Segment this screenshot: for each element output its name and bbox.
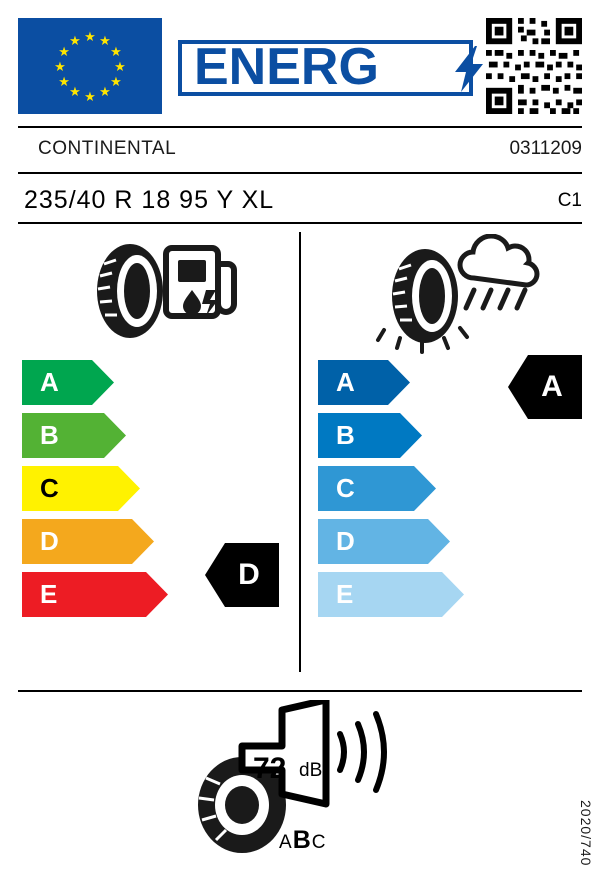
eu-star-icon: ★ [58, 73, 70, 89]
divider-brand [18, 172, 582, 174]
divider-noise [18, 690, 582, 692]
grade-label: E [336, 579, 354, 609]
eu-star-icon: ★ [84, 28, 96, 44]
fuel-selected-grade: D [238, 558, 260, 591]
grade-label: D [336, 526, 355, 556]
eu-star-icon: ★ [114, 58, 126, 74]
noise-class-selected: B [292, 826, 312, 854]
grade-bar [22, 572, 59, 617]
eu-star-icon: ★ [84, 88, 96, 104]
regulation-code: 2020/740 [578, 799, 594, 866]
grade-bar [22, 466, 59, 511]
tyre-fuel-pump-icon [80, 234, 250, 344]
eu-star-icon: ★ [99, 32, 111, 48]
lightning-bolt-icon [455, 46, 483, 92]
fuel-grade-scale [22, 360, 59, 625]
eu-star-icon: ★ [69, 84, 81, 100]
eu-star-icon: ★ [110, 73, 122, 89]
grade-bar [318, 413, 355, 458]
eu-star-icon: ★ [69, 32, 81, 48]
eu-star-icon: ★ [110, 43, 122, 59]
label-header [18, 18, 582, 118]
product-code: 0311209 [509, 138, 582, 159]
noise-class-scale [279, 826, 326, 855]
divider-size [18, 222, 582, 224]
fuel-selected-grade-badge [205, 543, 279, 607]
tyre-size: 235/40 R 18 95 Y XL [24, 186, 275, 214]
grade-label: A [40, 367, 59, 397]
grade-label: A [336, 367, 355, 397]
divider-header [18, 126, 582, 128]
grade-bar [22, 360, 59, 405]
tyre-rain-cloud-icon [370, 234, 545, 354]
grade-label: C [40, 473, 59, 503]
grade-bar [318, 466, 355, 511]
noise-unit: dB [299, 760, 323, 781]
wet-selected-grade: A [541, 370, 563, 403]
energy-title: ENERG [194, 38, 379, 96]
eu-flag-stars [18, 18, 162, 114]
tyre-class: C1 [557, 190, 582, 211]
noise-value: 72 [253, 752, 287, 785]
eu-flag [18, 18, 162, 114]
grade-label: E [40, 579, 58, 609]
brand-name: CONTINENTAL [38, 138, 177, 159]
grade-bar [318, 519, 355, 564]
grade-label: B [336, 420, 355, 450]
qr-code-icon [486, 18, 582, 114]
noise-class-a: A [279, 832, 293, 853]
grade-label: D [40, 526, 59, 556]
eu-star-icon: ★ [54, 58, 66, 74]
grade-bar [22, 413, 59, 458]
eu-star-icon: ★ [58, 43, 70, 59]
grade-bar [318, 572, 355, 617]
grade-label: B [40, 420, 59, 450]
wet-selected-grade-badge [508, 355, 582, 419]
grade-bar [318, 360, 355, 405]
grade-label: C [336, 473, 355, 503]
noise-class-c: C [311, 832, 327, 853]
wet-grip-grade-scale [318, 360, 355, 625]
column-divider [299, 232, 301, 672]
eu-star-icon: ★ [99, 84, 111, 100]
grade-bar [22, 519, 59, 564]
